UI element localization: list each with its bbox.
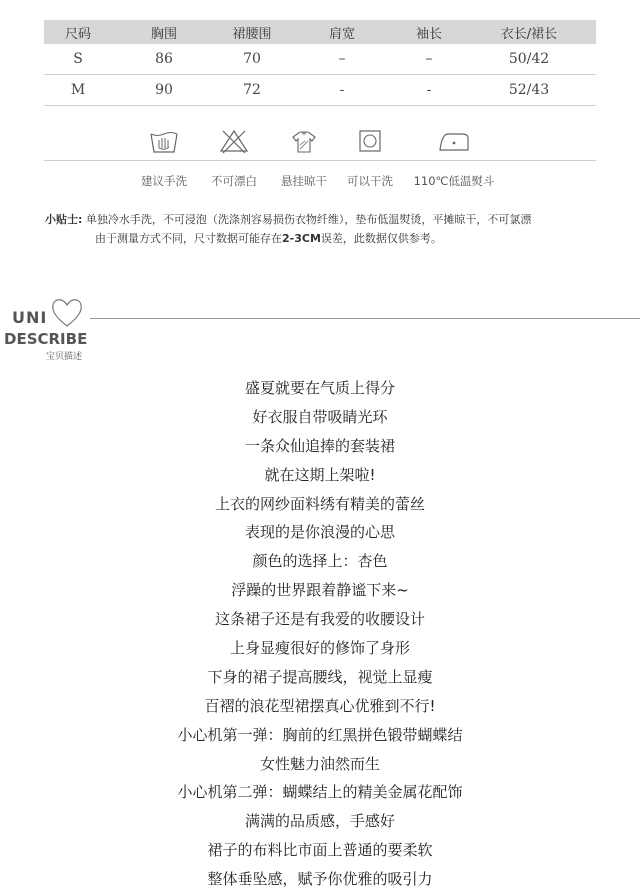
care-label: 建议手洗 <box>141 174 187 188</box>
description-line: 上衣的网纱面料绣有精美的蕾丝 <box>214 494 425 513</box>
table-cell: – <box>338 51 346 67</box>
description-line: 上身显瘦很好的修饰了身形 <box>229 639 410 658</box>
tips-line-2 <box>45 229 605 248</box>
care-label: 悬挂晾干 <box>281 174 327 188</box>
dry-clean-icon <box>354 128 386 154</box>
hand-wash-icon <box>148 128 180 154</box>
table-cell: 52/43 <box>508 82 550 98</box>
header-waist: 裙腰围 <box>232 26 272 42</box>
table-cell: 70 <box>243 51 261 67</box>
header-length: 衣长/裙长 <box>500 26 558 42</box>
description-line: 女性魅力油然而生 <box>259 754 380 773</box>
care-labels <box>44 173 596 193</box>
low-iron-icon <box>438 128 470 154</box>
description-line: 小心机第二弹：蝴蝶结上的精美金属花配饰 <box>177 783 463 802</box>
section-divider <box>90 318 640 319</box>
table-cell: M <box>70 82 86 98</box>
header-size: 尺码 <box>64 26 91 42</box>
table-row <box>44 75 596 106</box>
tips-label: 小贴士: <box>45 213 83 226</box>
care-icons-row <box>44 120 596 161</box>
tips-text-2a: 由于测量方式不同，尺寸数据可能存在 <box>95 232 282 245</box>
description-line: 这条裙子还是有我爱的收腰设计 <box>214 610 425 629</box>
tips-text-2c: 误差，此数据仅供参考。 <box>320 232 442 245</box>
hang-dry-icon <box>288 128 320 154</box>
description-line: 整体垂坠感，赋予你优雅的吸引力 <box>207 870 433 889</box>
description-line: 盛夏就要在气质上得分 <box>244 379 395 397</box>
description-line: 裙子的布料比市面上普通的要柔软 <box>207 841 433 860</box>
care-label: 不可漂白 <box>211 174 257 188</box>
description-line: 百褶的浪花型裙摆真心优雅到不行! <box>204 696 436 715</box>
table-cell: S <box>73 51 83 67</box>
section-logo-top: UNI <box>12 308 48 327</box>
section-subtitle: 宝贝描述 <box>46 352 83 362</box>
table-cell: 72 <box>243 82 261 98</box>
table-row <box>44 44 596 75</box>
header-sleeve: 袖长 <box>415 26 442 42</box>
description-line: 颜色的选择上：杏色 <box>252 552 388 571</box>
description-line: 浮躁的世界跟着静谧下来~ <box>231 581 409 600</box>
size-table-header <box>44 20 596 44</box>
table-cell: – <box>425 51 433 67</box>
product-description <box>0 374 640 894</box>
section-logo-bottom: DESCRIBE <box>4 330 88 348</box>
care-tips <box>45 210 605 248</box>
tips-text-1: 单独冷水手洗，不可浸泡（洗涤剂容易损伤衣物纤维），垫布低温熨烫，平摊晾干，不可氯漂 <box>85 213 532 226</box>
description-line: 小心机第一弹：胸前的红黑拼色锻带蝴蝶结 <box>177 725 463 744</box>
no-bleach-icon <box>218 128 250 154</box>
care-label: 110℃低温熨斗 <box>413 174 495 188</box>
description-line: 就在这期上架啦! <box>264 465 376 484</box>
table-cell: 86 <box>155 51 173 67</box>
table-cell: - <box>339 82 345 98</box>
header-bust: 胸围 <box>150 26 177 42</box>
description-line: 下身的裙子提高腰线，视觉上显瘦 <box>207 667 433 686</box>
table-cell: - <box>426 82 432 98</box>
tips-text-2b: 2-3CM <box>282 232 321 245</box>
table-cell: 50/42 <box>508 51 550 67</box>
description-line: 满满的品质感，手感好 <box>244 812 395 831</box>
description-line: 表现的是你浪漫的心思 <box>244 523 395 542</box>
description-line: 好衣服自带吸睛光环 <box>252 407 388 426</box>
tips-line-1 <box>45 210 605 229</box>
heart-icon <box>50 296 84 328</box>
care-label: 可以干洗 <box>347 174 393 188</box>
table-cell: 90 <box>155 82 173 98</box>
description-line: 一条众仙追捧的套装裙 <box>244 436 395 455</box>
header-shoulder: 肩宽 <box>328 26 355 42</box>
size-table <box>44 20 596 106</box>
